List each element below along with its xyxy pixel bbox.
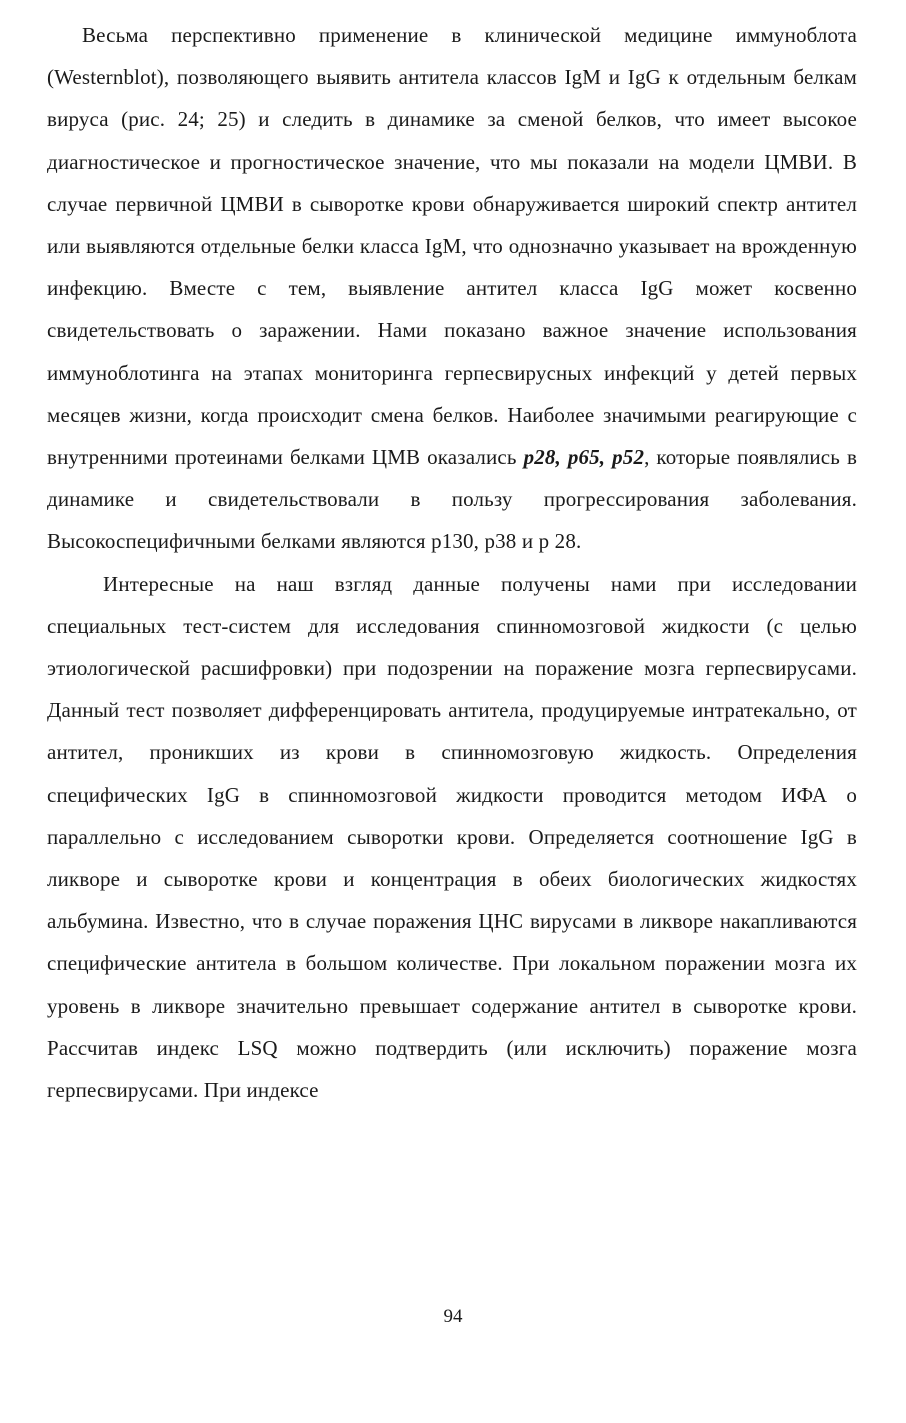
- protein-list-emphasis: p28, p65, p52: [523, 445, 645, 470]
- page-number: 94: [443, 1306, 463, 1327]
- paragraph-immunoblot: [47, 14, 857, 563]
- paragraph-csf-tests: Интересные на наш взгляд данные получены нами при исследовании специальных тест-систем для исследования спинномозговой жидкости (с целью этиологической расшифровки) при подозрении на поражение мозга герпесвирусами. Данный тест позволяет дифференцировать антитела, продуцируемые интратекально, от антител, проникших из крови в спинномозговую жидкость. Определения специфических IgG в спинномозговой жидкости проводится методом ИФА о параллельно с исследованием сыворотки крови. Определяется соотношение IgG в ликворе и сыворотке крови и концентрация в обеих биологических жидкостях альбумина. Известно, что в случае поражения ЦНС вирусами в ликворе накапливаются специфические антитела в большом количестве. При локальном поражении мозга их уровень в ликворе значительно превышает содержание антител в сыворотке крови. Рассчитав индекс LSQ можно подтвердить (или исключить) поражение мозга герпесвирусами. При индексе: [47, 571, 857, 1103]
- paragraph-immunoblot-text-end: , которые появлялись в динамике и свидетельствовали в пользу прогрессирования заболевания. Высокоспецифичными белками являются p130, p38 и p 28.: [47, 445, 858, 554]
- paragraph-immunoblot-text: Весьма перспективно применение в клинической медицине иммуноблота (Westernblot), позволяющего выявить антитела классов IgM и IgG к отдельным белкам вируса (рис. 24; 25) и следить в динамике за сменой белков, что имеет высокое диагностическое и прогностическое значение, что мы показали на модели ЦМВИ. В случае первичной ЦМВИ в сыворотке крови обнаруживается широкий спектр антител или выявляются отдельные белки класса IgM, что однозначно указывает на врожденную инфекцию. Вместе с тем, выявление антител класса IgG может косвенно свидетельствовать о заражении. Нами показано важное значение использования иммуноблотинга на этапах мониторинга герпесвирусных инфекций у детей первых месяцев жизни, когда происходит смена белков. Наиболее значимыми реагирующие с внутренними протеинами белками ЦМВ оказались: [47, 23, 857, 470]
- document-page: [47, 14, 857, 1111]
